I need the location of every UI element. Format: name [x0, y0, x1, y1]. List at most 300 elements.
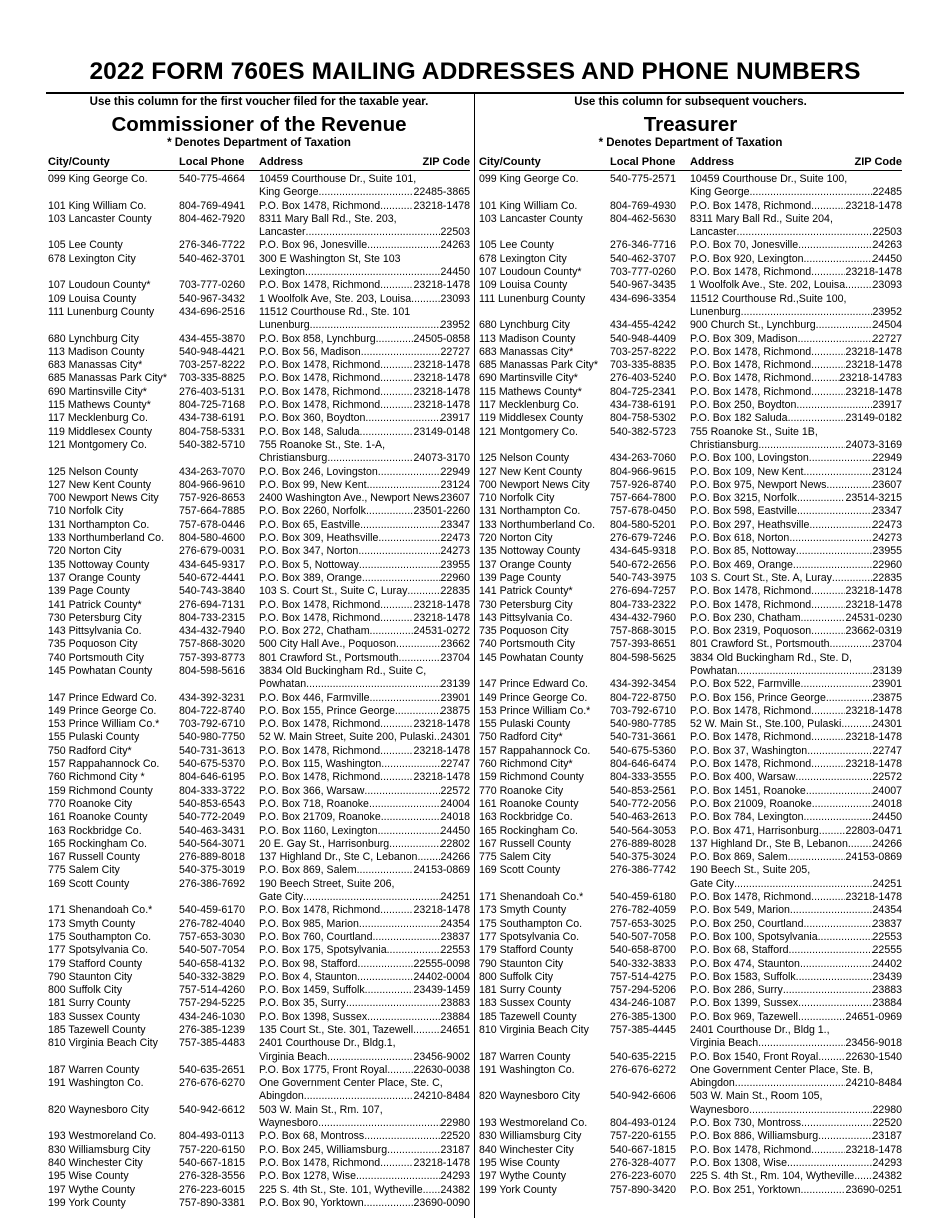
row-phone: 540-375-3024: [610, 851, 676, 864]
table-row: [48, 918, 470, 931]
row-phone: 540-743-3975: [610, 571, 676, 584]
row-zip: 23662: [440, 638, 470, 651]
row-city: 683 Manassas City*: [479, 345, 574, 358]
table-row: [479, 372, 902, 385]
row-city: 690 Martinsville City*: [479, 372, 578, 385]
row-city: 105 Lee County: [48, 239, 123, 252]
row-phone: 540-775-2571: [610, 173, 676, 185]
dot-leader: [303, 891, 440, 904]
table-row: [48, 997, 470, 1010]
row-zip: 23218-1478: [413, 385, 470, 398]
table-row: [479, 306, 902, 319]
row-phone: 804-758-5331: [179, 425, 245, 438]
row-phone: 276-782-4059: [610, 904, 676, 917]
row-phone: 804-722-8750: [610, 691, 676, 704]
dot-leader: [380, 599, 413, 612]
table-row: [479, 652, 902, 665]
table-row: [48, 665, 470, 678]
dot-leader: [387, 944, 441, 957]
row-zip: 24450: [440, 266, 470, 279]
dot-leader: [826, 692, 873, 705]
table-row: [48, 984, 470, 997]
row-phone: 276-679-7246: [610, 532, 676, 545]
row-phone: 434-455-3870: [179, 332, 245, 345]
table-row: [48, 266, 470, 279]
table-row: [479, 585, 902, 598]
denotes-note: * Denotes Department of Taxation: [598, 137, 783, 149]
table-row: [479, 1157, 902, 1170]
row-city: 155 Pulaski County: [48, 731, 140, 744]
table-row: [48, 173, 470, 186]
row-address: [259, 825, 470, 838]
row-city: 775 Salem City: [48, 864, 120, 877]
row-address: [690, 864, 902, 877]
row-address: [690, 984, 902, 997]
row-phone: 434-432-7940: [179, 625, 245, 638]
row-zip: 23218-1478: [413, 359, 470, 372]
row-address-text: 190 Beech Street, Suite 206,: [259, 877, 395, 890]
row-address-text: P.O. Box 1478, Richmond: [690, 359, 812, 372]
dot-leader: [758, 439, 845, 452]
row-address: [259, 1130, 470, 1143]
row-zip: 24402-0004: [413, 970, 470, 983]
row-zip: 23218-1478: [845, 266, 902, 279]
row-address: [259, 466, 470, 479]
row-phone: 540-462-3707: [610, 252, 676, 265]
row-city: 115 Mathews County*: [48, 399, 151, 412]
row-city: 099 King George Co.: [48, 173, 148, 185]
dot-leader: [305, 266, 441, 279]
table-header: [479, 155, 902, 171]
row-phone: 276-385-1300: [610, 1010, 676, 1023]
table-row: [479, 678, 902, 691]
row-address: [259, 372, 470, 385]
row-city: 760 Richmond City*: [479, 758, 573, 771]
row-phone: 540-463-3431: [179, 824, 245, 837]
row-city: 760 Richmond City *: [48, 771, 145, 784]
table-row: [479, 279, 902, 292]
header-phone: Local Phone: [610, 156, 676, 168]
dot-leader: [797, 505, 873, 518]
row-address: [690, 333, 902, 346]
row-address-text: 190 Beech St., Suite 205,: [690, 864, 811, 877]
row-phone: 540-980-7785: [610, 718, 676, 731]
row-address: [259, 1157, 470, 1170]
row-address: [690, 319, 902, 332]
row-city: 810 Virginia Beach City: [479, 1024, 589, 1036]
table-row: [48, 572, 470, 585]
dot-leader: [749, 186, 872, 199]
row-phone: 276-694-7257: [610, 585, 676, 598]
row-zip: 23952: [872, 305, 902, 318]
row-zip: 23218-1478: [845, 345, 902, 358]
row-address: [259, 585, 470, 598]
row-zip: 22630-1540: [845, 1050, 902, 1063]
row-zip: 23456-9018: [845, 1037, 902, 1050]
dot-leader: [411, 293, 440, 306]
row-address: [259, 572, 470, 585]
row-address-text: P.O. Box 286, Surry: [690, 984, 783, 997]
row-address: [259, 559, 470, 572]
row-address: [259, 692, 470, 705]
dot-leader: [359, 918, 441, 931]
table-row: [48, 426, 470, 439]
row-address-text: One Government Center Place, Ste. B,: [690, 1063, 874, 1076]
dot-leader: [364, 1197, 414, 1210]
row-zip: 23456-9002: [413, 1050, 470, 1063]
row-city: 169 Scott County: [479, 864, 561, 877]
row-zip: 23218-1478: [413, 771, 470, 784]
row-address: [690, 851, 902, 864]
row-address-text: P.O. Box 1478, Richmond: [259, 279, 381, 292]
row-address: [259, 399, 470, 412]
table-row: [48, 492, 470, 505]
row-zip: 24504: [872, 319, 902, 332]
table-row: [48, 306, 470, 319]
row-zip: 23187: [440, 1143, 470, 1156]
table-row: [48, 200, 470, 213]
row-phone: 434-696-2516: [179, 305, 245, 318]
row-address-text: Lunenburg: [259, 319, 310, 332]
table-header: [48, 155, 470, 171]
row-address: [259, 266, 470, 279]
table-row: [479, 266, 902, 279]
row-city: 099 King George Co.: [479, 173, 579, 185]
table-row: [479, 1024, 902, 1037]
row-phone: 540-382-5723: [610, 425, 676, 438]
row-address-text: 2401 Courthouse Dr., Bldg.1,: [259, 1037, 396, 1050]
dot-leader: [362, 572, 441, 585]
row-city: 131 Northampton Co.: [48, 518, 150, 531]
row-city: 159 Richmond County: [48, 784, 153, 797]
row-city: 153 Prince William Co.*: [48, 718, 160, 731]
row-address-text: P.O. Box 56, Madison: [259, 345, 361, 358]
row-address: [259, 359, 470, 372]
table-row: [479, 426, 902, 439]
row-address-text: P.O. Box 68, Montross: [259, 1130, 365, 1143]
row-address-text: 52 W. Main Street, Suite 200, Pulaski: [259, 731, 434, 744]
row-zip: 23218-1478: [845, 731, 902, 744]
dot-leader: [380, 718, 413, 731]
row-address-text: 1 Woolfolk Ave, Ste. 203, Louisa: [259, 292, 412, 305]
table-row: [48, 758, 470, 771]
row-city: 678 Lexington City: [48, 252, 136, 265]
row-city: 191 Washington Co.: [479, 1063, 575, 1076]
dot-leader: [376, 333, 414, 346]
row-address-text: P.O. Box 718, Roanoke: [259, 797, 369, 810]
row-address: [690, 652, 902, 665]
row-zip: 23218-1478: [845, 704, 902, 717]
row-city: 117 Mecklenburg Co.: [48, 412, 148, 425]
table-row: [48, 971, 470, 984]
row-city: 133 Northumberland Co.: [48, 532, 165, 545]
row-address: [259, 519, 470, 532]
dot-leader: [758, 1037, 845, 1050]
row-city: 157 Rappahannock Co.: [479, 744, 591, 757]
table-row: [48, 1024, 470, 1037]
row-phone: 757-294-5206: [610, 984, 676, 997]
row-address-text: 137 Highland Dr., Ste B, Lebanon: [690, 837, 848, 850]
row-phone: 276-889-8028: [610, 837, 676, 850]
table-row: [48, 1144, 470, 1157]
table-row: [48, 731, 470, 744]
row-address-text: King George: [259, 186, 319, 199]
row-phone: 804-598-5625: [610, 651, 676, 664]
row-address: [259, 1197, 470, 1210]
row-address-text: P.O. Box 96, Jonesville: [259, 239, 368, 252]
row-address-text: P.O. Box 155, Prince George: [259, 704, 395, 717]
row-phone: 540-980-7750: [179, 731, 245, 744]
row-phone: 804-646-6474: [610, 758, 676, 771]
dot-leader: [356, 1170, 441, 1183]
row-phone: 757-385-4445: [610, 1024, 676, 1036]
row-address: [259, 1011, 470, 1024]
table-row: [479, 1051, 902, 1064]
row-city: 139 Page County: [48, 585, 130, 598]
table-row: [48, 692, 470, 705]
row-city: 149 Prince George Co.: [479, 691, 588, 704]
row-phone: 804-333-3555: [610, 771, 676, 784]
row-city: 145 Powhatan County: [479, 651, 584, 664]
row-address: [690, 1024, 902, 1037]
row-city: 790 Staunton City: [479, 957, 564, 970]
row-zip: 22980: [872, 1103, 902, 1116]
row-address: [690, 306, 902, 319]
row-address-text: P.O. Box 156, Prince George: [690, 691, 826, 704]
row-zip: 22802: [440, 837, 470, 850]
row-address: [259, 971, 470, 984]
row-address: [259, 505, 470, 518]
row-address: [690, 638, 902, 651]
table-row: [48, 479, 470, 492]
header-phone: Local Phone: [179, 156, 245, 168]
row-zip: 24251: [872, 877, 902, 890]
row-zip: 23690-0090: [413, 1196, 470, 1209]
dot-leader: [304, 1090, 414, 1103]
row-zip: 22553: [440, 944, 470, 957]
row-address: [259, 997, 470, 1010]
row-address-text: P.O. Box 1459, Suffolk: [259, 984, 365, 997]
dot-leader: [797, 492, 845, 505]
row-city: 195 Wise County: [479, 1156, 560, 1169]
dot-leader: [811, 346, 845, 359]
row-zip: 24293: [872, 1156, 902, 1169]
table-row: [479, 1064, 902, 1077]
row-address-text: P.O. Box 245, Williamsburg: [259, 1143, 388, 1156]
dot-leader: [830, 638, 873, 651]
table-row: [479, 944, 902, 957]
row-address-text: P.O. Box 1478, Richmond: [259, 904, 381, 917]
table-row: [479, 825, 902, 838]
row-phone: 703-792-6710: [179, 718, 245, 731]
row-zip: 24402: [872, 957, 902, 970]
row-address-text: P.O. Box 869, Salem: [259, 864, 357, 877]
row-phone: 804-733-2315: [179, 611, 245, 624]
table-row: [479, 519, 902, 532]
row-city: 103 Lancaster County: [48, 212, 152, 225]
table-row: [48, 878, 470, 891]
row-phone: 434-392-3231: [179, 691, 245, 704]
row-city: 683 Manassas City*: [48, 359, 143, 372]
row-phone: 540-564-3053: [610, 824, 676, 837]
row-address-text: P.O. Box 4, Staunton: [259, 970, 358, 983]
row-zip: 22949: [440, 465, 470, 478]
row-zip: 23218-14783: [839, 372, 902, 385]
row-zip: 22835: [872, 571, 902, 584]
header-zip: ZIP Code: [422, 156, 470, 168]
row-address: [259, 705, 470, 718]
row-address-text: Lancaster: [259, 226, 306, 239]
row-address: [259, 891, 470, 904]
dot-leader: [380, 904, 413, 917]
row-city: 730 Petersburg City: [48, 611, 142, 624]
row-phone: 276-889-8018: [179, 851, 245, 864]
table-row: [479, 1130, 902, 1143]
row-phone: 804-333-3722: [179, 784, 245, 797]
row-address-text: P.O. Box 1478, Richmond: [259, 598, 381, 611]
table-row: [48, 226, 470, 239]
row-zip: 22572: [440, 784, 470, 797]
row-city: 183 Sussex County: [48, 1010, 140, 1023]
table-row: [479, 532, 902, 545]
dot-leader: [796, 545, 873, 558]
row-address-text: P.O. Box 920, Lexington: [690, 252, 804, 265]
row-phone: 703-777-0260: [610, 266, 676, 279]
row-phone: 540-731-3661: [610, 731, 676, 744]
row-address-text: 1 Woolfolk Ave., Ste. 202, Louisa: [690, 279, 846, 292]
row-address-text: Christiansburg: [259, 452, 328, 465]
row-zip: 22572: [872, 771, 902, 784]
row-address: [690, 1144, 902, 1157]
header-address: Address: [259, 156, 304, 168]
row-phone: 804-462-7920: [179, 212, 245, 225]
row-city: 820 Waynesboro City: [48, 1103, 149, 1116]
row-address-text: 900 Church St., Lynchburg: [690, 319, 816, 332]
row-address: [259, 612, 470, 625]
row-city: 141 Patrick County*: [48, 598, 142, 611]
table-row: [48, 745, 470, 758]
table-row: [479, 1077, 902, 1090]
row-address: [259, 678, 470, 691]
row-zip: 24293: [440, 1170, 470, 1183]
table-row: [479, 665, 902, 678]
row-zip: 22960: [440, 571, 470, 584]
dot-leader: [809, 519, 872, 532]
row-zip: 24266: [872, 837, 902, 850]
row-address-text: Waynesboro: [690, 1103, 750, 1116]
row-zip: 23218-1478: [413, 199, 470, 212]
row-address-text: Abingdon: [259, 1090, 304, 1103]
row-phone: 540-675-5360: [610, 744, 676, 757]
row-city: 169 Scott County: [48, 877, 130, 890]
row-city: 720 Norton City: [48, 545, 122, 558]
row-address: [690, 625, 902, 638]
row-address-text: 503 W. Main St., Rm. 107,: [259, 1103, 383, 1116]
row-zip: 23187: [872, 1130, 902, 1143]
row-address: [690, 412, 902, 425]
dot-leader: [806, 785, 873, 798]
row-city: 127 New Kent County: [48, 478, 152, 491]
row-city: 179 Stafford County: [479, 944, 574, 957]
dot-leader: [818, 1051, 845, 1064]
row-address: [690, 958, 902, 971]
table-row: [479, 771, 902, 784]
row-zip: 23124: [440, 478, 470, 491]
row-address: [690, 1064, 902, 1077]
row-address-text: P.O. Box 1451, Roanoke: [690, 784, 806, 797]
row-phone: 276-346-7722: [179, 239, 245, 252]
row-address: [690, 758, 902, 771]
dot-leader: [811, 266, 845, 279]
row-city: 800 Suffolk City: [479, 970, 554, 983]
row-address: [690, 386, 902, 399]
dot-leader: [811, 758, 845, 771]
row-phone: 276-782-4040: [179, 917, 245, 930]
table-row: [479, 439, 902, 452]
table-row: [48, 239, 470, 252]
row-phone: 276-223-6015: [179, 1183, 245, 1196]
row-address-text: P.O. Box 969, Tazewell: [690, 1010, 798, 1023]
row-zip: 24263: [872, 239, 902, 252]
row-address: [259, 1090, 470, 1103]
dot-leader: [787, 1157, 873, 1170]
table-row: [48, 838, 470, 851]
row-zip: 23218-1478: [845, 359, 902, 372]
row-address-text: 52 W. Main St., Ste.100, Pulaski: [690, 718, 842, 731]
row-address: [259, 984, 470, 997]
row-address: [690, 1157, 902, 1170]
row-phone: 540-672-2656: [610, 558, 676, 571]
row-phone: 757-385-4483: [179, 1037, 245, 1050]
dot-leader: [811, 625, 845, 638]
row-city: 163 Rockbridge Co.: [48, 824, 142, 837]
row-address: [259, 492, 470, 505]
table-row: [479, 745, 902, 758]
table-row: [48, 333, 470, 346]
row-address: [690, 1117, 902, 1130]
row-address: [690, 253, 902, 266]
table-row: [479, 864, 902, 877]
dot-leader: [378, 825, 441, 838]
row-address: [259, 1037, 470, 1050]
row-address-text: P.O. Box 90, Yorktown: [259, 1196, 364, 1209]
row-zip: 23514-3215: [845, 492, 902, 505]
dot-leader: [369, 798, 441, 811]
row-address: [259, 798, 470, 811]
row-city: 147 Prince Edward Co.: [479, 678, 588, 691]
row-phone: 757-868-3020: [179, 638, 245, 651]
table-row: [479, 1170, 902, 1183]
row-address: [690, 519, 902, 532]
row-city: 750 Radford City*: [48, 744, 132, 757]
row-address-text: Lexington: [259, 266, 305, 279]
row-zip: 22555-0098: [413, 957, 470, 970]
row-city: 119 Middlesex County: [48, 425, 153, 438]
row-address: [259, 253, 470, 266]
row-city: 171 Shenandoah Co.*: [479, 891, 584, 904]
row-address-text: P.O. Box 309, Heathsville: [259, 532, 379, 545]
row-city: 107 Loudoun County*: [479, 266, 582, 279]
dot-leader: [816, 319, 873, 332]
row-address-text: P.O. Box 760, Courtland: [259, 930, 373, 943]
table-row: [48, 1157, 470, 1170]
row-address-text: P.O. Box 1478, Richmond: [259, 718, 381, 731]
dot-leader: [381, 758, 440, 771]
dot-leader: [360, 426, 414, 439]
row-phone: 804-758-5302: [610, 412, 676, 425]
row-address: [690, 1051, 902, 1064]
use-note: Use this column for subsequent vouchers.: [574, 96, 807, 108]
